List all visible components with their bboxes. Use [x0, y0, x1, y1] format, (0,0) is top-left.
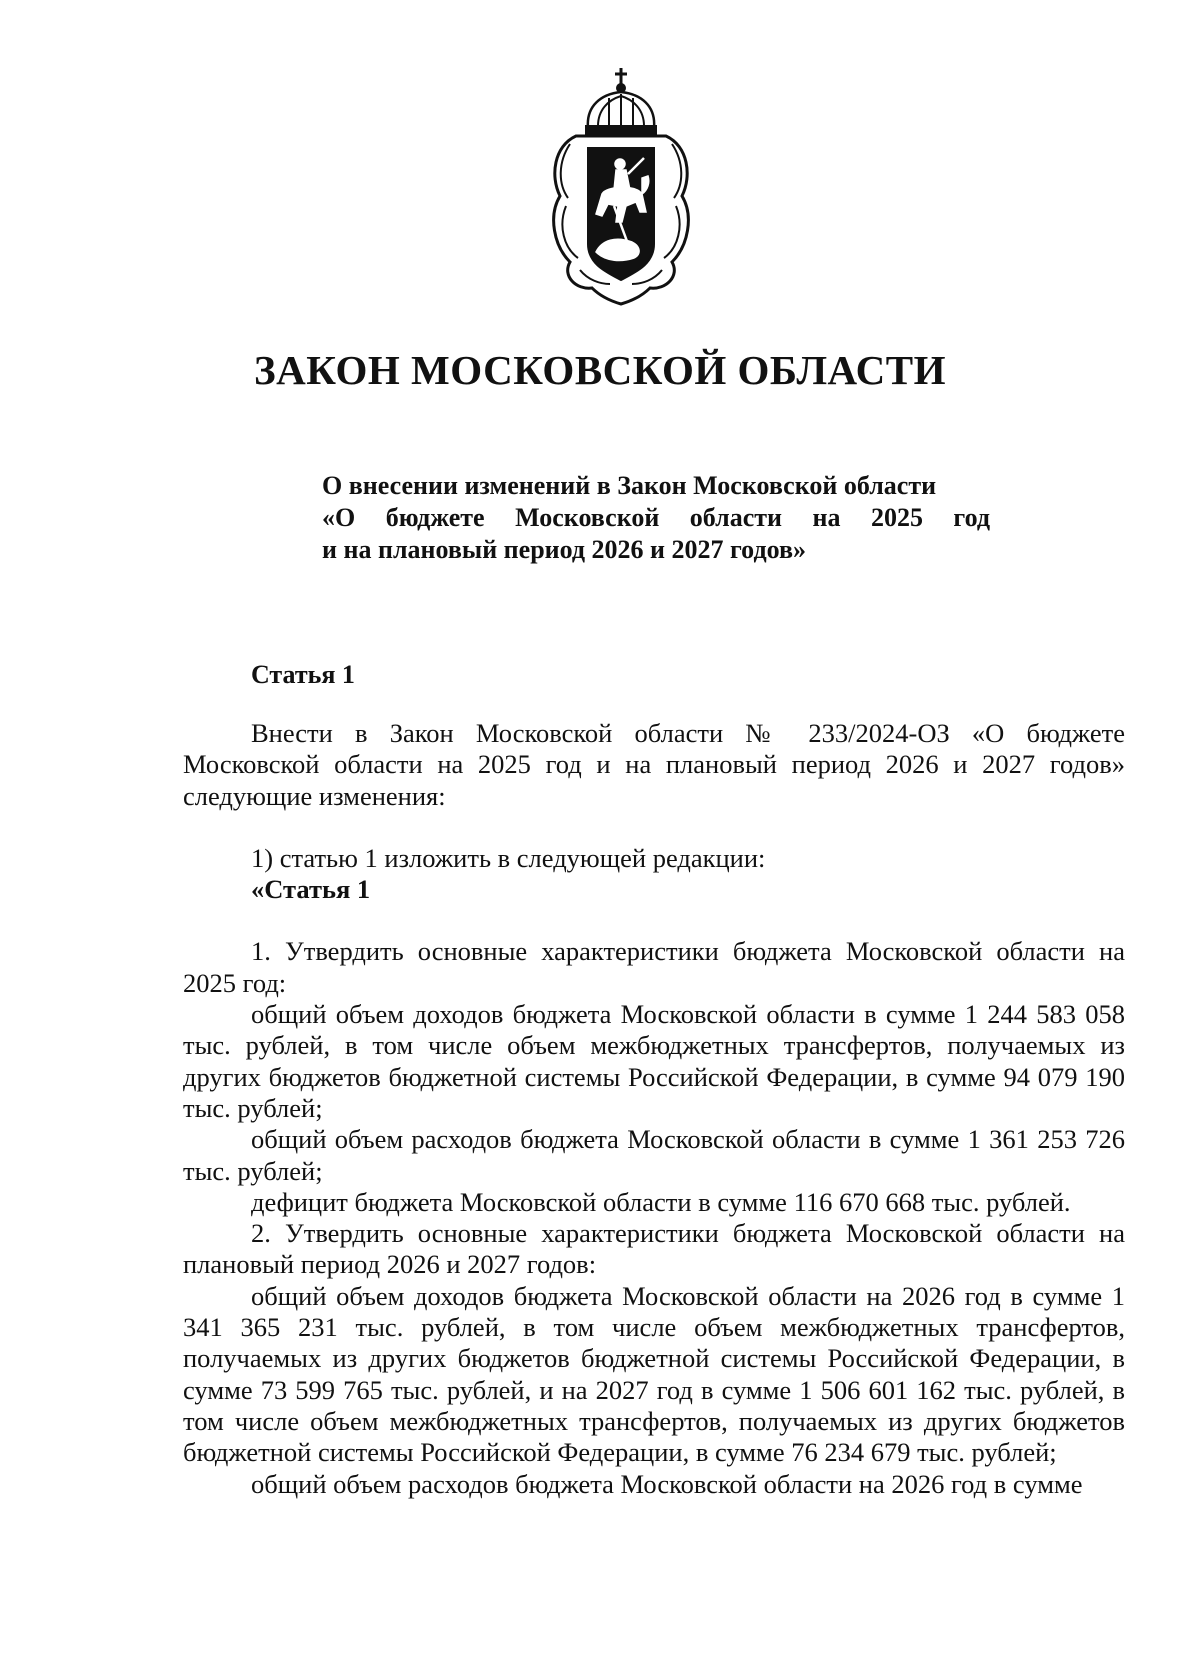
coat-of-arms-icon	[536, 66, 706, 306]
paragraph-3: общий объем расходов бюджета Московской области в сумме 1 361 253 726 тыс. рублей;	[183, 1124, 1125, 1186]
law-body	[183, 718, 1125, 1500]
article-heading: Статья 1	[251, 660, 355, 689]
law-title: ЗАКОН МОСКОВСКОЙ ОБЛАСТИ	[254, 347, 946, 393]
quoted-article-heading: «Статья 1	[251, 874, 371, 905]
subject-line-1: О внесении изменений в Закон Московской области	[322, 471, 937, 500]
paragraph-4: дефицит бюджета Московской области в сумме 116 670 668 тыс. рублей.	[251, 1186, 1071, 1217]
paragraph-6: общий объем доходов бюджета Московской области на 2026 год в сумме 1 341 365 231 тыс. рублей, в том числе объем межбюджетных трансфертов, получаемых из других бюджетов бюджетной системы Российской Федерации, в сумме 73 599 765 тыс. рублей, и на 2027 год в сумме 1 506 601 162 тыс. рублей, в том числе объем межбюджетных трансфертов, получаемых из других бюджетов бюджетной системы Российской Федерации, в сумме 76 234 679 тыс. рублей;	[183, 1280, 1125, 1468]
subject-line-3: и на плановый период 2026 и 2027 годов»	[322, 535, 806, 564]
paragraph-5: 2. Утвердить основные характеристики бюджета Московской области на плановый период 2026 и 2027 годов:	[183, 1218, 1125, 1280]
law-subject	[322, 470, 990, 566]
paragraph-1: 1. Утвердить основные характеристики бюджета Московской области на 2025 год:	[183, 936, 1125, 998]
item-1: 1) статью 1 изложить в следующей редакции:	[251, 842, 766, 873]
paragraph-2: общий объем доходов бюджета Московской области в сумме 1 244 583 058 тыс. рублей, в том числе объем межбюджетных трансфертов, получаемых из других бюджетов бюджетной системы Российской Федерации, в сумме 94 079 190 тыс. рублей;	[183, 999, 1125, 1123]
subject-line-2: «О бюджете Московской области на 2025 год	[322, 503, 990, 532]
intro-paragraph: Внести в Закон Московской области № 233/2024-ОЗ «О бюджете Московской области на 2025 год и на плановый период 2026 и 2027 годов» следующие изменения:	[183, 718, 1125, 811]
paragraph-7: общий объем расходов бюджета Московской области на 2026 год в сумме	[251, 1468, 1083, 1499]
